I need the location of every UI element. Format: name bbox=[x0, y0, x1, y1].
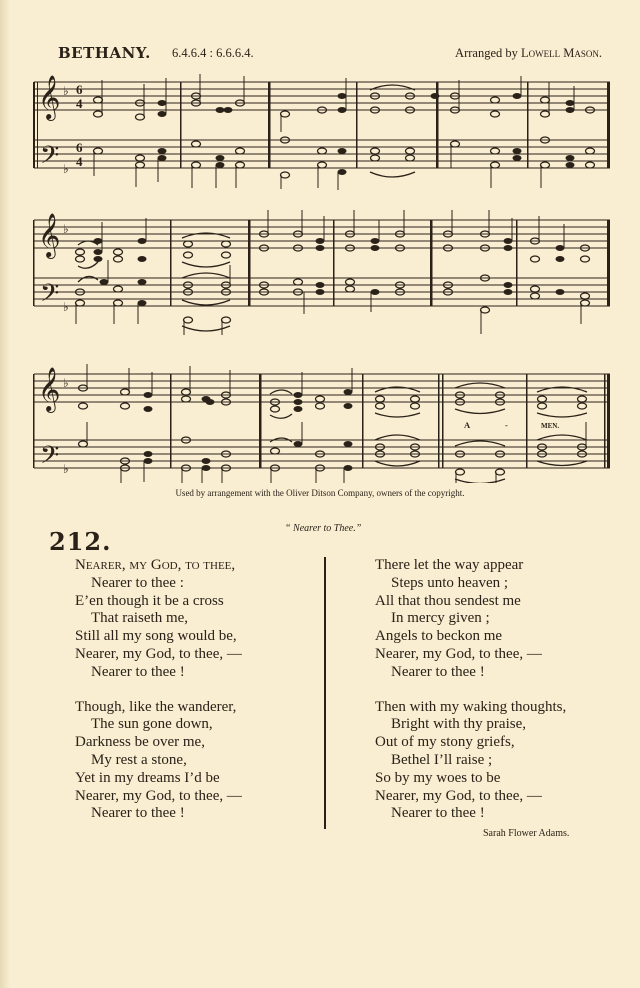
verse-line: Steps unto heaven ; bbox=[391, 574, 509, 591]
stanza-1 bbox=[75, 557, 242, 682]
meter: 6.4.6.4 : 6.6.6.4. bbox=[172, 46, 254, 60]
verse-line: Nearer, my God, to thee, — bbox=[375, 645, 542, 662]
verse-line: Nearer to thee ! bbox=[91, 663, 185, 680]
svg-text:𝄢: 𝄢 bbox=[40, 441, 60, 476]
svg-text:♭: ♭ bbox=[63, 462, 69, 476]
svg-text:𝄞: 𝄞 bbox=[38, 75, 61, 119]
arranger-name: Lowell Mason. bbox=[521, 46, 602, 60]
verse-line: So by my woes to be bbox=[375, 769, 501, 786]
hymn-number: 212. bbox=[49, 527, 112, 556]
verse-line: Still all my song would be, bbox=[75, 628, 237, 645]
column-divider bbox=[324, 557, 326, 829]
svg-text:6: 6 bbox=[76, 140, 83, 155]
svg-text:♭: ♭ bbox=[63, 376, 69, 390]
svg-text:♭: ♭ bbox=[63, 84, 69, 98]
arranger bbox=[455, 46, 602, 61]
verse-line: Nearer to thee ! bbox=[391, 805, 485, 822]
music-system-1 bbox=[30, 72, 616, 197]
verse-line: Though, like the wanderer, bbox=[75, 698, 237, 715]
svg-text:𝄞: 𝄞 bbox=[38, 367, 61, 411]
svg-text:♭: ♭ bbox=[63, 162, 69, 176]
verse-line: E’en though it be a cross bbox=[75, 592, 224, 609]
svg-text:𝄢: 𝄢 bbox=[40, 279, 60, 314]
stanza-3 bbox=[375, 557, 566, 682]
verse-line: My rest a stone, bbox=[91, 751, 187, 768]
music-system-3 bbox=[30, 358, 616, 483]
verse-line: Nearer, my God, to thee, — bbox=[375, 787, 542, 804]
copyright-notice: Used by arrangement with the Oliver Ditson Company, owners of the copyright. bbox=[175, 488, 465, 498]
staff-notation bbox=[30, 72, 616, 197]
verse-line: In mercy given ; bbox=[391, 610, 490, 627]
verse-line: All that thou sendest me bbox=[375, 592, 521, 609]
hymn-title: “ Nearer to Thee.” bbox=[285, 523, 362, 534]
verse-line: Nearer to thee : bbox=[91, 574, 184, 591]
verse-line: Nearer, my God, to thee, — bbox=[75, 787, 242, 804]
staff-notation bbox=[30, 210, 616, 335]
stanza-2 bbox=[75, 699, 242, 824]
verse-line: There let the way appear bbox=[375, 557, 524, 573]
verse-line: Nearer to thee ! bbox=[91, 805, 185, 822]
music-system-2 bbox=[30, 210, 616, 335]
svg-text:6: 6 bbox=[76, 82, 83, 97]
verse-line: Yet in my dreams I’d be bbox=[75, 769, 220, 786]
verse-line: Bethel I’ll raise ; bbox=[391, 751, 493, 768]
amen-label-dash: - bbox=[505, 420, 508, 430]
verse-line: Darkness be over me, bbox=[75, 734, 205, 751]
stanza-column-right bbox=[375, 557, 566, 840]
verse-line: Nearer, my God, to thee, bbox=[75, 557, 236, 573]
amen-label-a: A bbox=[464, 420, 471, 430]
tune-name: BETHANY. bbox=[58, 44, 151, 62]
arranger-prefix: Arranged by bbox=[455, 46, 521, 60]
svg-text:𝄢: 𝄢 bbox=[40, 141, 60, 176]
verse-line: Out of my stony griefs, bbox=[375, 734, 515, 751]
stanza-column-left bbox=[75, 557, 242, 840]
svg-text:𝄞: 𝄞 bbox=[38, 213, 61, 257]
verse-line: The sun gone down, bbox=[91, 716, 213, 733]
svg-text:4: 4 bbox=[76, 154, 83, 169]
svg-text:♭: ♭ bbox=[63, 222, 69, 236]
stanza-4 bbox=[375, 699, 566, 824]
amen-label-men: MEN. bbox=[541, 422, 560, 430]
tune-header bbox=[58, 44, 602, 64]
verse-line: Then with my waking thoughts, bbox=[375, 698, 567, 715]
verse-line: Nearer to thee ! bbox=[391, 663, 485, 680]
verse-line: Bright with thy praise, bbox=[391, 716, 526, 733]
svg-text:♭: ♭ bbox=[63, 300, 69, 314]
verse-line: Angels to beckon me bbox=[375, 628, 503, 645]
author-credit: Sarah Flower Adams. bbox=[483, 828, 570, 839]
staff-notation bbox=[30, 358, 616, 483]
verse-line: That raiseth me, bbox=[91, 610, 189, 627]
verse-line: Nearer, my God, to thee, — bbox=[75, 645, 242, 662]
svg-text:4: 4 bbox=[76, 96, 83, 111]
